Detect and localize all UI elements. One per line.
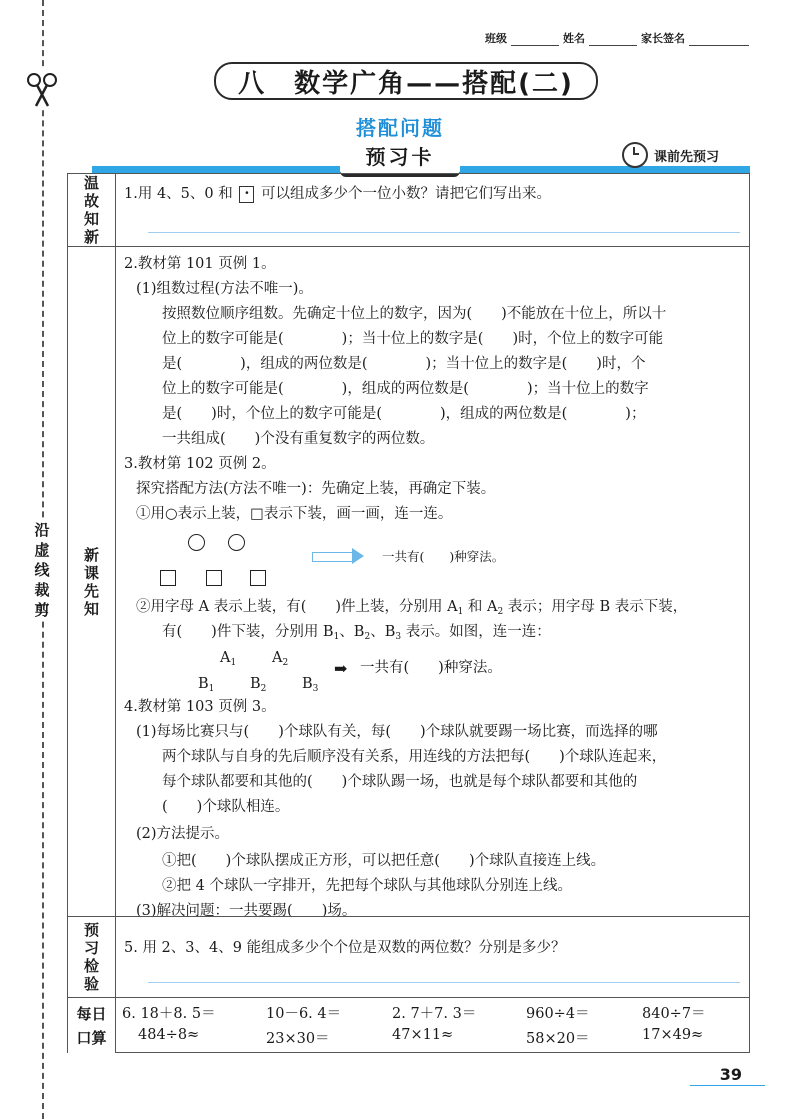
answer-line[interactable]	[148, 982, 740, 983]
section-label-review	[68, 174, 116, 246]
subscript: 3	[395, 632, 402, 642]
label-char: 新	[83, 228, 99, 246]
calc-item: 2. 7＋7. 3＝	[392, 1006, 477, 1022]
preview-tag	[622, 142, 762, 168]
worksheet-table	[67, 173, 750, 1053]
calc-item: 58×20＝	[526, 1031, 590, 1047]
label-a2	[272, 646, 288, 676]
text: 有( )件下装，分别用 B	[162, 624, 334, 640]
subscript: 1	[208, 684, 215, 694]
arrow-head-icon	[352, 548, 364, 564]
label-text: 口算	[76, 1028, 107, 1047]
fill-line: 是( )时，个位上的数字可能是( )，组成的两位数是( )；	[162, 406, 646, 422]
section-label-check	[68, 917, 116, 997]
question-3-heading: 3.教材第 102 页例 2。	[124, 456, 276, 472]
subscript: 1	[230, 658, 237, 668]
label-text: 每日	[76, 1004, 107, 1023]
label-char: 检	[83, 957, 99, 975]
label-b3	[302, 672, 318, 702]
label-char: 知	[83, 599, 99, 618]
label-char: 课	[83, 563, 99, 582]
name-field[interactable]	[589, 33, 637, 46]
chapter-title: 八 数学广角——搭配(二)	[214, 62, 598, 100]
name-label: 姓名	[563, 32, 585, 45]
subscript: 2	[260, 684, 267, 694]
top-garment-circle[interactable]	[188, 534, 205, 551]
text: 和 A	[463, 599, 498, 615]
preview-tag-text: 课前先预习	[654, 149, 720, 165]
question-1	[124, 182, 551, 207]
section-label-daily	[68, 998, 116, 1053]
parent-sign-label: 家长签名	[641, 32, 685, 45]
fill-line: ( )个球队相连。	[162, 799, 290, 815]
subscript: 1	[333, 632, 340, 642]
label-a1	[220, 646, 236, 676]
q1-prefix: 1.用 4、5、0 和	[124, 186, 233, 202]
fill-line: 是( )，组成的两位数是( )；当十位上的数字是( )时，个	[162, 356, 646, 372]
page-number-underline	[690, 1085, 765, 1086]
answer-line[interactable]	[148, 232, 740, 233]
draw-instruction: ①用○表示上装，□表示下装，画一画，连一连。	[136, 506, 453, 522]
label-char: 验	[83, 975, 99, 993]
result-1: 一共有( )种穿法。	[382, 549, 505, 564]
student-info	[485, 30, 775, 46]
label-char: 知	[83, 210, 99, 228]
q1-suffix: 可以组成多少个一位小数？请把它们写出来。	[260, 186, 551, 202]
text: ②用字母 A 表示上装，有( )件上装，分别用 A	[136, 599, 458, 615]
subscript: 1	[457, 607, 464, 617]
question-4-heading: 4.教材第 103 页例 3。	[124, 699, 276, 715]
row-divider	[68, 246, 749, 247]
card-label: 预习卡	[365, 145, 435, 169]
text: B	[250, 676, 261, 692]
bottom-garment-square[interactable]	[250, 570, 266, 586]
text: 表示。如图，连一连：	[401, 624, 551, 640]
label-char: 温	[83, 174, 99, 192]
cut-char: 沿	[34, 521, 50, 539]
fill-line: (1)每场比赛只与( )个球队有关，每( )个球队就要踢一场比赛，而选择的哪	[136, 724, 658, 740]
calc-item: 6. 18＋8. 5＝	[122, 1006, 216, 1022]
class-field[interactable]	[511, 33, 559, 46]
fill-line: 位上的数字可能是( )，组成的两位数是( )；当十位上的数字	[162, 381, 649, 397]
calc-item: 17×49≈	[642, 1027, 704, 1043]
cut-char: 虚	[34, 541, 50, 559]
text: 、B	[339, 624, 365, 640]
bottom-garment-square[interactable]	[206, 570, 222, 586]
cut-char: 剪	[34, 601, 50, 619]
sub-heading: (1)组数过程(方法不唯一)。	[136, 281, 313, 297]
row-divider	[68, 997, 749, 998]
label-char: 故	[83, 192, 99, 210]
subscript: 2	[497, 607, 504, 617]
row-divider	[68, 916, 749, 917]
label-char: 新	[83, 545, 99, 564]
class-label: 班级	[485, 32, 507, 45]
bottom-garment-square[interactable]	[160, 570, 176, 586]
fill-line: (3)解决问题：一共要踢( )场。	[136, 903, 357, 919]
question-5: 5. 用 2、3、4、9 能组成多少个个位是双数的两位数？分别是多少？	[124, 940, 566, 956]
question-2-heading: 2.教材第 101 页例 1。	[124, 256, 276, 272]
label-char: 习	[83, 939, 99, 957]
fill-line: 一共组成( )个没有重复数字的两位数。	[162, 431, 435, 447]
subscript: 3	[312, 684, 319, 694]
label-char: 先	[83, 581, 99, 600]
calc-item: 840÷7＝	[642, 1006, 706, 1022]
cut-char: 线	[34, 561, 50, 579]
fill-line: ①把( )个球队摆成正方形，可以把任意( )个球队直接连上线。	[162, 853, 606, 869]
lesson-subtitle: 搭配问题	[356, 116, 444, 140]
top-garment-circle[interactable]	[228, 534, 245, 551]
text: A	[220, 650, 231, 666]
sub-heading: (2)方法提示。	[136, 826, 230, 842]
scissors-icon	[22, 70, 62, 110]
fill-line: 按照数位顺序组数。先确定十位上的数字，因为( )不能放在十位上，所以十	[162, 306, 667, 322]
black-arrow-icon: ➡	[334, 659, 348, 678]
subscript: 2	[364, 632, 371, 642]
method-line: 探究搭配方法(方法不唯一)：先确定上装，再确定下装。	[136, 481, 496, 497]
text: 表示；用字母 B 表示下装，	[503, 599, 688, 615]
calc-item: 960÷4＝	[526, 1006, 590, 1022]
subscript: 2	[282, 658, 289, 668]
parent-sign-field[interactable]	[689, 33, 749, 46]
clock-icon	[622, 142, 648, 168]
calc-item: 484÷8≈	[138, 1027, 200, 1043]
fill-line: 两个球队与自身的先后顺序没有关系，用连线的方法把每( )个球队连起来，	[162, 749, 667, 765]
fill-line: 每个球队都要和其他的( )个球队踢一场，也就是每个球队都要和其他的	[162, 774, 638, 790]
page-number: 39	[719, 1065, 742, 1084]
new-content	[124, 252, 744, 919]
calc-item: 23×30＝	[266, 1031, 330, 1047]
text: 、B	[370, 624, 396, 640]
label-char: 预	[83, 921, 99, 939]
text: B	[198, 676, 209, 692]
arrow-icon	[312, 552, 353, 562]
fill-line: 位上的数字可能是( )；当十位上的数字是( )时，个位上的数字可能	[162, 331, 664, 347]
section-label-new	[68, 247, 116, 916]
text: B	[302, 676, 313, 692]
decimal-point-card: ·	[239, 186, 254, 203]
cut-instruction	[31, 520, 53, 620]
calc-item: 47×11≈	[392, 1027, 454, 1043]
calc-item: 10－6. 4＝	[266, 1006, 342, 1022]
hint-line: ②把 4 个球队一字排开，先把每个球队与其他球队分别连上线。	[162, 878, 572, 894]
text: A	[272, 650, 283, 666]
cut-char: 裁	[34, 581, 50, 599]
result-2: 一共有( )种穿法。	[360, 660, 502, 676]
